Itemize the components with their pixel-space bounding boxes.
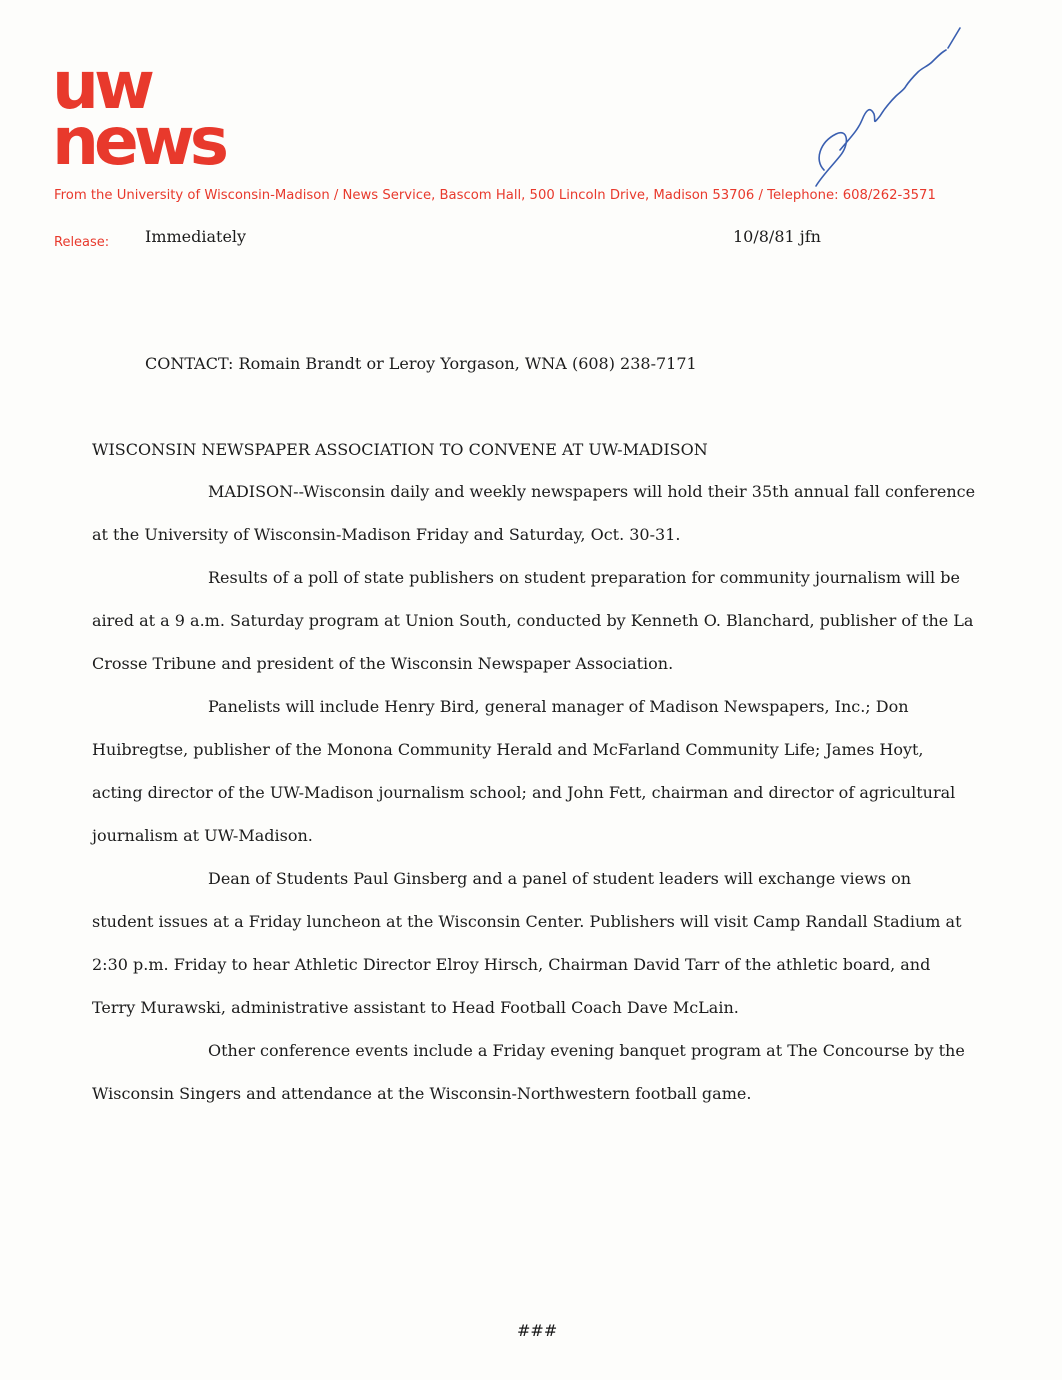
paragraph: Panelists will include Henry Bird, general manager of Madison Newspapers, Inc.; Don Huibregtse, publisher of the Monona Community Herald and McFarland Community Life; James Hoyt, acting director of the UW-Madison journalism school; and John Fett, chairman and director of agricultural journalism at UW-Madison. (92, 697, 956, 845)
paragraph: MADISON--Wisconsin daily and weekly newspapers will hold their 35th annual fall conference at the University of Wisconsin-Madison Friday and Saturday, Oct. 30-31. (92, 482, 976, 544)
body-text (92, 470, 977, 1115)
paragraph: Results of a poll of state publishers on student preparation for community journalism will be aired at a 9 a.m. Saturday program at Union South, conducted by Kenneth O. Blanchard, publisher of the La Crosse Tribune and president of the Wisconsin Newspaper Association. (92, 568, 974, 673)
date-line: 10/8/81 jfn (733, 227, 821, 246)
headline: WISCONSIN NEWSPAPER ASSOCIATION TO CONVENE AT UW-MADISON (92, 440, 708, 459)
paragraph: Other conference events include a Friday evening banquet program at The Concourse by the Wisconsin Singers and attendance at the Wisconsin-Northwestern football game. (92, 1041, 965, 1103)
logo-line-uw: uw (52, 47, 150, 124)
end-mark: ### (517, 1321, 558, 1340)
release-value: Immediately (145, 227, 247, 246)
release-label: Release: (54, 235, 110, 250)
uw-news-logo (52, 47, 225, 180)
paragraph: Dean of Students Paul Ginsberg and a panel of student leaders will exchange views on student issues at a Friday luncheon at the Wisconsin Center. Publishers will visit Camp Randall Stadium at 2:30 p.m. Friday to hear Athletic Director Elroy Hirsch, Chairman David Tarr of the athletic board, and Terry Murawski, administrative assistant to Head Football Coach Dave McLain. (92, 869, 962, 1017)
masthead-address: From the University of Wisconsin-Madison / News Service, Bascom Hall, 500 Lincoln Drive, Madison 53706 / Telephone: 608/262-3571 (54, 188, 936, 203)
contact-line: CONTACT: Romain Brandt or Leroy Yorgason, WNA (608) 238-7171 (145, 354, 697, 373)
handwritten-annotation (810, 10, 970, 200)
logo-line-news: news (52, 103, 225, 180)
